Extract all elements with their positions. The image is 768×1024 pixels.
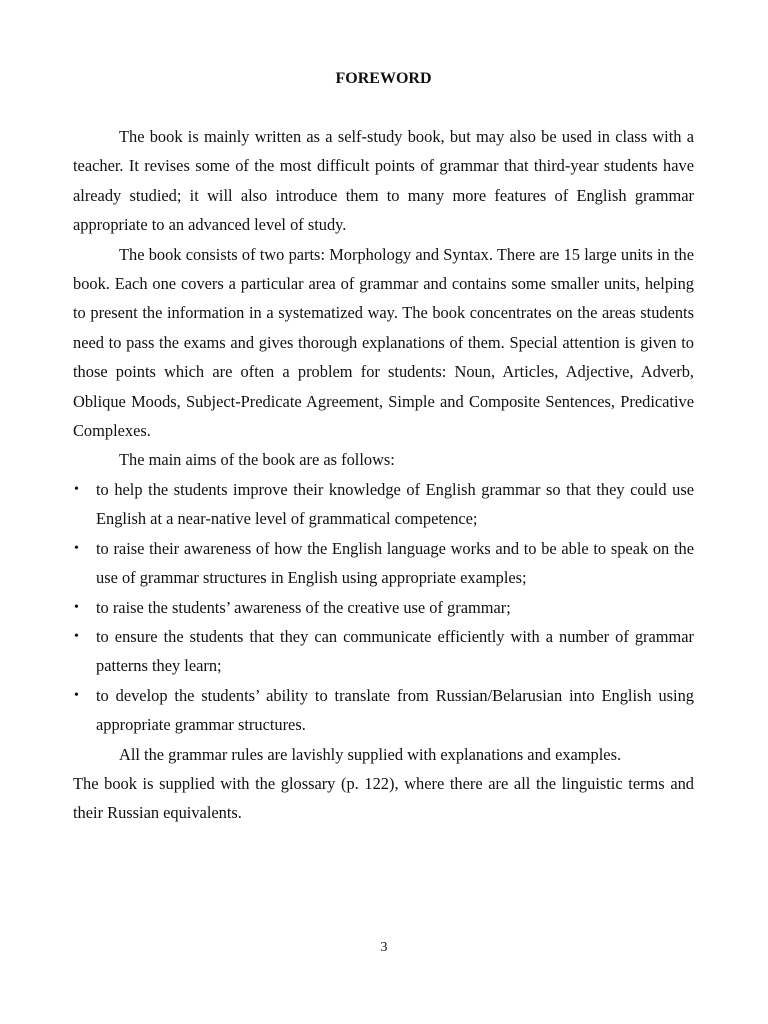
rules-paragraph: All the grammar rules are lavishly supplied with explanations and examples.: [119, 744, 622, 764]
list-item: [73, 681, 694, 740]
list-item: [73, 622, 694, 681]
aims-intro-paragraph: The main aims of the book are as follows:: [119, 450, 395, 470]
bullet-icon: •: [74, 628, 79, 644]
list-item-text: to ensure the students that they can communicate efficiently with a number of grammar patterns they learn;: [96, 626, 694, 676]
bullet-icon: •: [74, 687, 79, 703]
list-item-text: to help the students improve their knowledge of English grammar so that they could use English at a near-native level of grammatical competence;: [96, 479, 694, 529]
aims-list: [73, 475, 694, 740]
list-item: [73, 475, 694, 534]
list-item-text: to raise their awareness of how the English language works and to be able to speak on the use of grammar structures in English using appropriate examples;: [96, 538, 694, 588]
structure-paragraph: The book consists of two parts: Morphology and Syntax. There are 15 large units in the book. Each one covers a particular area of grammar and contains some smaller units, helping to present the information in a systematized way. The book concentrates on the areas students need to pass the exams and gives thorough explanations of them. Special attention is given to those points which are often a problem for students: Noun, Articles, Adjective, Adverb, Oblique Moods, Subject-Predicate Agreement, Simple and Composite Sentences, Predicative Complexes.: [73, 244, 694, 441]
bullet-icon: •: [74, 599, 79, 615]
foreword-page: [73, 66, 694, 828]
list-item-text: to raise the students’ awareness of the creative use of grammar;: [96, 597, 511, 617]
intro-paragraph: The book is mainly written as a self-study book, but may also be used in class with a teacher. It revises some of the most difficult points of grammar that third-year students have already studied; it will also introduce them to many more features of English grammar appropriate to an advanced level of study.: [73, 127, 694, 235]
list-item: [73, 534, 694, 593]
page-number: 3: [380, 940, 388, 955]
glossary-paragraph: The book is supplied with the glossary (p. 122), where there are all the linguistic terms and their Russian equivalents.: [73, 773, 694, 823]
bullet-icon: •: [74, 540, 79, 556]
list-item: [73, 593, 694, 622]
page-title: FOREWORD: [335, 70, 432, 87]
list-item-text: to develop the students’ ability to translate from Russian/Belarusian into English using appropriate grammar structures.: [96, 685, 694, 735]
bullet-icon: •: [74, 481, 79, 497]
